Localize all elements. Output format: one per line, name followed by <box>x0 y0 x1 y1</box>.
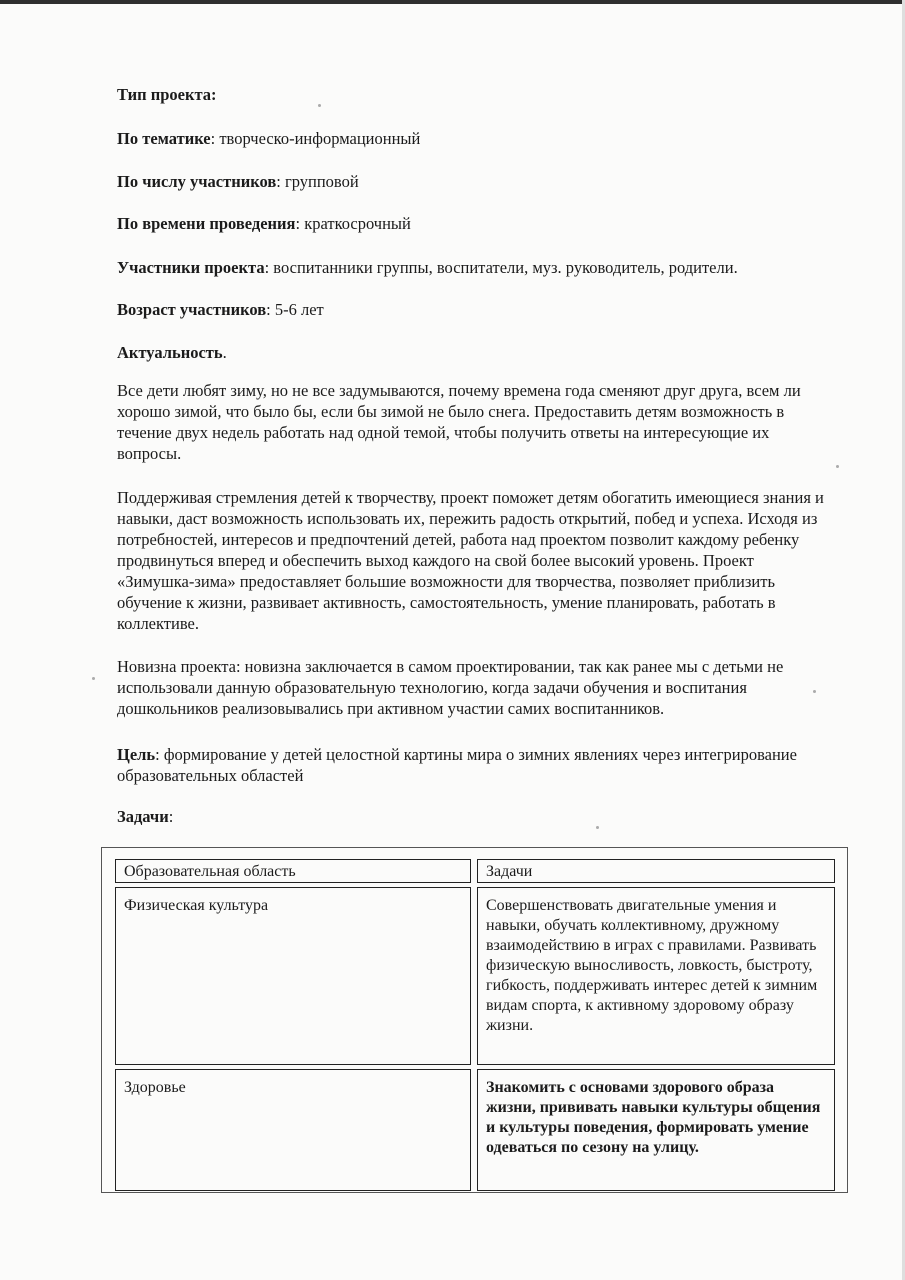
paragraph-novelty: Новизна проекта: новизна заключается в самом проектировании, так как ранее мы с детьми не использовали данную образовательную технологию, когда задачи обучения и воспитания дошкольников реализовывались при активном участии самих воспитанников. <box>117 657 784 718</box>
table-row-tasks-health: Знакомить с основами здорового образа жизни, прививать навыки культуры общения и культуры поведения, формировать умение одеваться по сезону на улицу. <box>477 1069 835 1191</box>
table-row-area-physical: Физическая культура <box>115 887 471 1065</box>
topic-line <box>117 129 420 149</box>
relevance-line <box>117 343 227 363</box>
relevance-dot: . <box>222 343 227 362</box>
paragraph-support: Поддерживая стремления детей к творчеству, проект поможет детям обогатить имеющиеся знания и навыки, даст возможность использовать их, пережить радость открытий, побед и успеха. Исходя из потребностей, интересов и предпочтений детей, работа над проектом позволит каждому ребенку продвинуться вперед и обеспечить выход каждого на свой более высокий уровень. Проект «Зимушка-зима» предоставляет большие возможности для творчества, позволяет приблизить обучение к жизни, развивает активность, самостоятельность, умение планировать, работать в коллективе. <box>117 488 824 633</box>
scan-speck <box>318 104 321 107</box>
topic-value: : творческо-информационный <box>210 129 421 148</box>
duration-line <box>117 214 411 234</box>
goal-label: Цель <box>117 745 156 764</box>
table-row-tasks-physical: Совершенствовать двигательные умения и навыки, обучать коллективному, дружному взаимодействию в играх с правилами. Развивать физическую выносливость, ловкость, быстроту, гибкость, поддерживать интерес детей к зимним видам спорта, к активному здоровому образу жизни. <box>477 887 835 1065</box>
goal-value: : формирование у детей целостной картины мира о зимних явлениях через интегрирование образовательных областей <box>117 745 797 785</box>
table-row-area-health: Здоровье <box>115 1069 471 1191</box>
goal-paragraph <box>117 744 829 786</box>
scan-speck <box>596 826 599 829</box>
relevance-label: Актуальность <box>117 343 223 362</box>
paragraph-intro: Все дети любят зиму, но не все задумываются, почему времена года сменяют друг друга, всем ли хорошо зимой, что было бы, если бы зимой не было снега. Предоставить детям возможность в течение двух недель работать над одной темой, чтобы получить ответы на интересующие их вопросы. <box>117 381 801 463</box>
participants-count-line <box>117 172 359 192</box>
tasks-heading <box>117 807 173 827</box>
participants-count-value: : групповой <box>276 172 359 191</box>
scan-edge-top <box>0 0 905 4</box>
project-type-heading: Тип проекта: <box>117 85 217 104</box>
age-label: Возраст участников <box>117 300 267 319</box>
duration-label: По времени проведения <box>117 214 296 233</box>
tasks-colon: : <box>168 807 174 826</box>
topic-label: По тематике <box>117 129 211 148</box>
age-value: : 5-6 лет <box>266 300 324 319</box>
participants-label: Участники проекта <box>117 258 265 277</box>
scan-speck <box>836 465 839 468</box>
table-header-area: Образовательная область <box>115 859 471 883</box>
participants-line <box>117 258 738 278</box>
participants-value: : воспитанники группы, воспитатели, муз. руководитель, родители. <box>264 258 738 277</box>
tasks-label: Задачи <box>117 807 169 826</box>
scan-speck <box>92 677 95 680</box>
participants-count-label: По числу участников <box>117 172 277 191</box>
table-header-tasks: Задачи <box>477 859 835 883</box>
age-line <box>117 300 324 320</box>
scan-speck <box>813 690 816 693</box>
duration-value: : краткосрочный <box>295 214 411 233</box>
